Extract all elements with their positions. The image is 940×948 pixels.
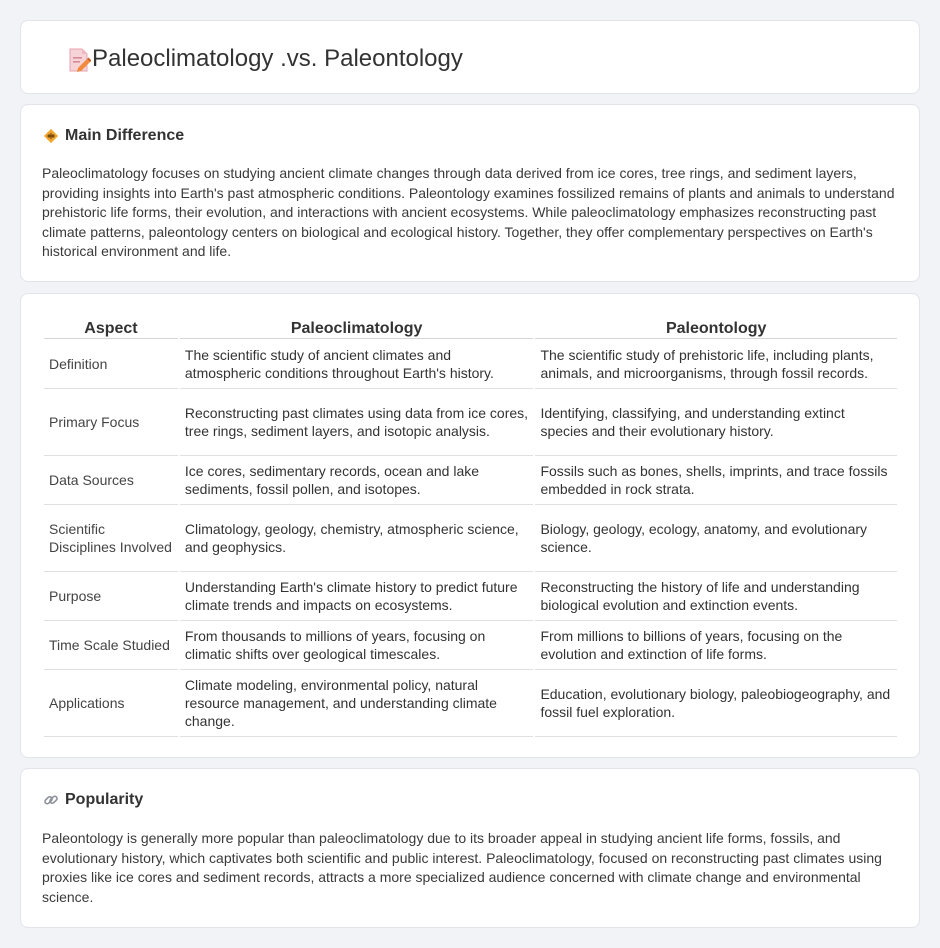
cell-paleontology: Biology, geology, ecology, anatomy, and evolutionary science. (535, 505, 897, 572)
popularity-text: Paleontology is generally more popular than paleoclimatology due to its broader appeal in studying ancient life forms, fossils, and evolutionary history, which captivates both scientific and public interest. Paleoclimatology, focused on reconstructing past climates using proxies like ice cores and sediment records, attracts a more specialized audience concerned with climate change and environmental science. (42, 830, 882, 905)
popularity-card (20, 768, 920, 928)
cell-paleontology: Reconstructing the history of life and understanding biological evolution and extinction events. (535, 572, 897, 621)
cell-paleoclimatology: From thousands to millions of years, focusing on climatic shifts over geological timescales. (180, 621, 534, 670)
cell-aspect: Purpose (44, 572, 178, 621)
cell-paleontology: The scientific study of prehistoric life, including plants, animals, and microorganisms, through fossil records. (535, 339, 897, 389)
cell-paleoclimatology: The scientific study of ancient climates and atmospheric conditions throughout Earth's history. (180, 339, 534, 389)
cell-paleoclimatology: Reconstructing past climates using data from ice cores, tree rings, sediment layers, and isotopic analysis. (180, 389, 534, 456)
document-pencil-icon (67, 47, 91, 73)
link-icon (43, 792, 59, 808)
diamond-badge-icon (43, 128, 59, 144)
cell-aspect: Applications (44, 670, 178, 737)
cell-paleontology: Education, evolutionary biology, paleobiogeography, and fossil fuel exploration. (535, 670, 897, 737)
table-row (44, 572, 897, 621)
cell-aspect: Time Scale Studied (44, 621, 178, 670)
page-title: Paleoclimatology .vs. Paleontology (92, 45, 463, 72)
cell-aspect: Primary Focus (44, 389, 178, 456)
main-difference-heading (43, 127, 184, 145)
popularity-heading (43, 791, 143, 809)
header-card (20, 20, 920, 94)
table-row (44, 456, 897, 505)
cell-aspect: Scientific Disciplines Involved (44, 505, 178, 572)
column-header-paleoclimatology: Paleoclimatology (180, 314, 534, 339)
column-header-aspect: Aspect (44, 314, 178, 339)
table-row (44, 505, 897, 572)
column-header-paleontology: Paleontology (535, 314, 897, 339)
section-title: Main Difference (65, 127, 185, 144)
cell-paleoclimatology: Climate modeling, environmental policy, natural resource management, and understanding climate change. (180, 670, 534, 737)
cell-paleontology: Identifying, classifying, and understanding extinct species and their evolutionary history. (535, 389, 897, 456)
table-row (44, 670, 897, 737)
main-difference-text: Paleoclimatology focuses on studying ancient climate changes through data derived from ice cores, tree rings, and sediment layers, providing insights into Earth's past atmospheric conditions. Paleontology examines fossilized remains of plants and animals to understand prehistoric life forms, their evolution, and interactions with ancient ecosystems. While paleoclimatology emphasizes reconstructing past climate patterns, paleontology centers on biological and ecological history. Together, they offer complementary perspectives on Earth's historical environment and life. (42, 165, 895, 260)
cell-paleontology: From millions to billions of years, focusing on the evolution and extinction of life forms. (535, 621, 897, 670)
table-row (44, 389, 897, 456)
main-difference-card (20, 104, 920, 282)
cell-paleoclimatology: Ice cores, sedimentary records, ocean and lake sediments, fossil pollen, and isotopes. (180, 456, 534, 505)
table-row (44, 339, 897, 389)
comparison-card (20, 293, 920, 758)
cell-paleoclimatology: Understanding Earth's climate history to predict future climate trends and impacts on ecosystems. (180, 572, 534, 621)
table-header-row (44, 314, 897, 339)
cell-aspect: Data Sources (44, 456, 178, 505)
comparison-table (42, 314, 899, 737)
table-row (44, 621, 897, 670)
cell-aspect: Definition (44, 339, 178, 389)
section-title: Popularity (65, 791, 144, 808)
cell-paleoclimatology: Climatology, geology, chemistry, atmospheric science, and geophysics. (180, 505, 534, 572)
cell-paleontology: Fossils such as bones, shells, imprints, and trace fossils embedded in rock strata. (535, 456, 897, 505)
